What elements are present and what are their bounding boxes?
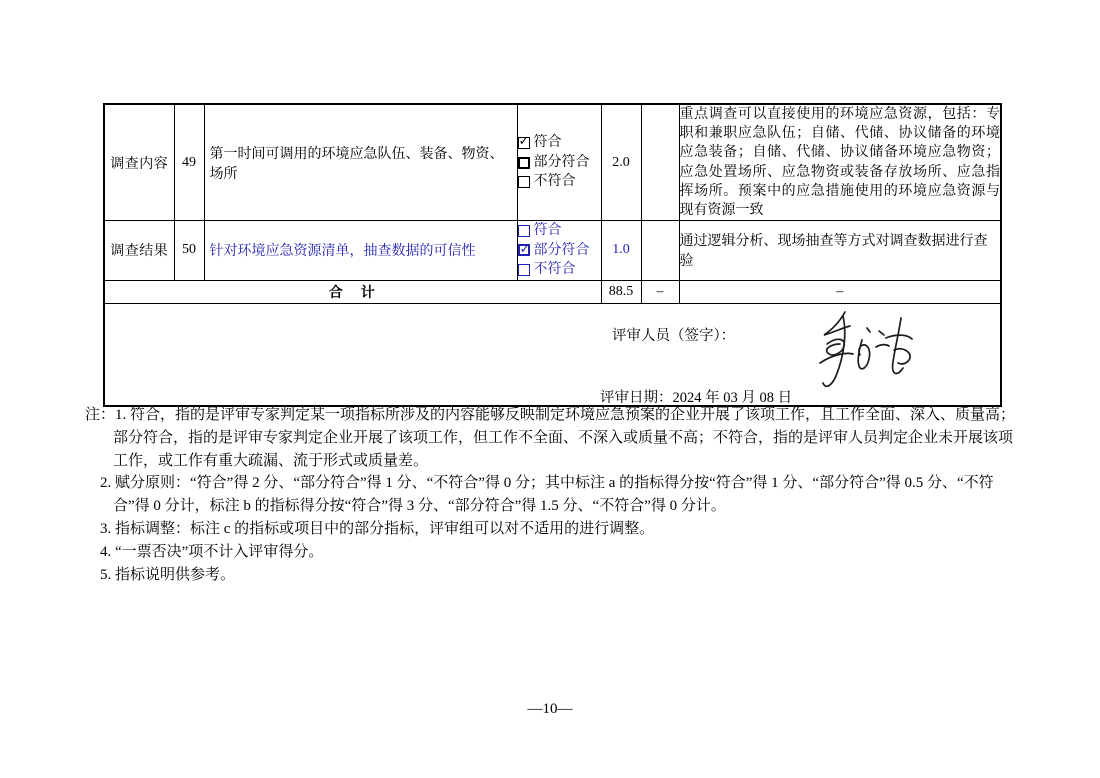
note-item-3: 3. 指标调整：标注 c 的指标或项目中的部分指标，评审组可以对不适用的进行调整。 [100, 520, 655, 537]
row50-options [517, 221, 601, 281]
review-date: 评审日期：2024 年 03 月 08 日 [600, 389, 793, 406]
table-row-50 [104, 221, 1001, 281]
row49-index: 49 [174, 104, 204, 221]
total-label: 合 计 [104, 280, 601, 303]
checkbox-unchecked-icon [518, 176, 530, 188]
row50-category: 调查结果 [104, 221, 174, 281]
checkbox-checked-icon [518, 137, 530, 149]
row50-option-bu-fuhe [518, 260, 601, 280]
option-label: 部分符合 [533, 154, 590, 170]
table-row-49 [104, 104, 1001, 221]
row49-options [517, 104, 601, 221]
total-row [104, 280, 1001, 303]
option-label: 符合 [533, 135, 562, 151]
row50-option-fuhe [518, 221, 601, 241]
handwritten-signature [815, 306, 917, 398]
option-label: 部分符合 [533, 242, 590, 258]
row49-content: 第一时间可调用的环境应急队伍、装备、物资、场所 [204, 104, 517, 221]
note-item-1: 注：1. 符合，指的是评审专家判定某一项指标所涉及的内容能够反映制定环境应急预案的企业开展了该项工作，且工作全面、深入、质量高；部分符合，指的是评审专家判定企业开展了该项工作，但工作不全面、不深入或质量不高；不符合，指的是评审人员判定企业未开展该项工作，或工作有重大疏漏、流于形式或质量差。 [85, 407, 1016, 469]
checkbox-unchecked-bold-icon [518, 157, 530, 169]
signature-cell [104, 303, 1001, 406]
footnotes [85, 404, 1018, 586]
total-dash-mid: – [641, 280, 679, 303]
page-number: —10— [527, 701, 573, 717]
row49-method: 重点调查可以直接使用的环境应急资源，包括：专职和兼职应急队伍；自储、代储、协议储备的环境应急装备；自储、代储、协议储备环境应急物资；应急处置场所、应急物资或装备存放场所、应急指挥场所。预案中的应急措施使用的环境应急资源与现有资源一致 [679, 104, 1001, 221]
checkbox-unchecked-icon [518, 225, 530, 237]
row49-option-bu-fuhe [518, 172, 601, 192]
row50-score: 1.0 [601, 221, 641, 281]
row49-category: 调查内容 [104, 104, 174, 221]
review-score-table [103, 103, 1002, 407]
row50-content: 针对环境应急资源清单，抽查数据的可信性 [204, 221, 517, 281]
option-label: 符合 [533, 223, 562, 239]
note-item-2: 2. 赋分原则：“符合”得 2 分、“部分符合”得 1 分、“不符合”得 0 分；其中标注 a 的指标得分按“符合”得 1 分、“部分符合”得 0.5 分、“不符合”得 0 分计，标注 b 的指标得分按“符合”得 3 分、“部分符合”得 1.5 分、“不符合”得 0 分计。 [100, 475, 994, 515]
row49-blank-cell [641, 104, 679, 221]
note-item-5: 5. 指标说明供参考。 [100, 566, 236, 583]
row50-index: 50 [174, 221, 204, 281]
option-label: 不符合 [533, 174, 576, 190]
row49-score: 2.0 [601, 104, 641, 221]
total-dash-right: – [679, 280, 1001, 303]
row49-option-bufen-fuhe [518, 153, 601, 173]
checkbox-unchecked-icon [518, 264, 530, 276]
option-label: 不符合 [533, 262, 576, 278]
note-item-4: 4. “一票否决”项不计入评审得分。 [100, 543, 324, 560]
checkbox-checked-bold-icon [518, 244, 530, 256]
row50-method: 通过逻辑分析、现场抽查等方式对调查数据进行查验 [679, 221, 1001, 281]
signer-label: 评审人员（签字）： [612, 327, 736, 344]
row49-option-fuhe [518, 133, 601, 153]
signature-row [104, 303, 1001, 406]
row50-option-bufen-fuhe [518, 241, 601, 261]
total-score: 88.5 [601, 280, 641, 303]
row50-blank-cell [641, 221, 679, 281]
